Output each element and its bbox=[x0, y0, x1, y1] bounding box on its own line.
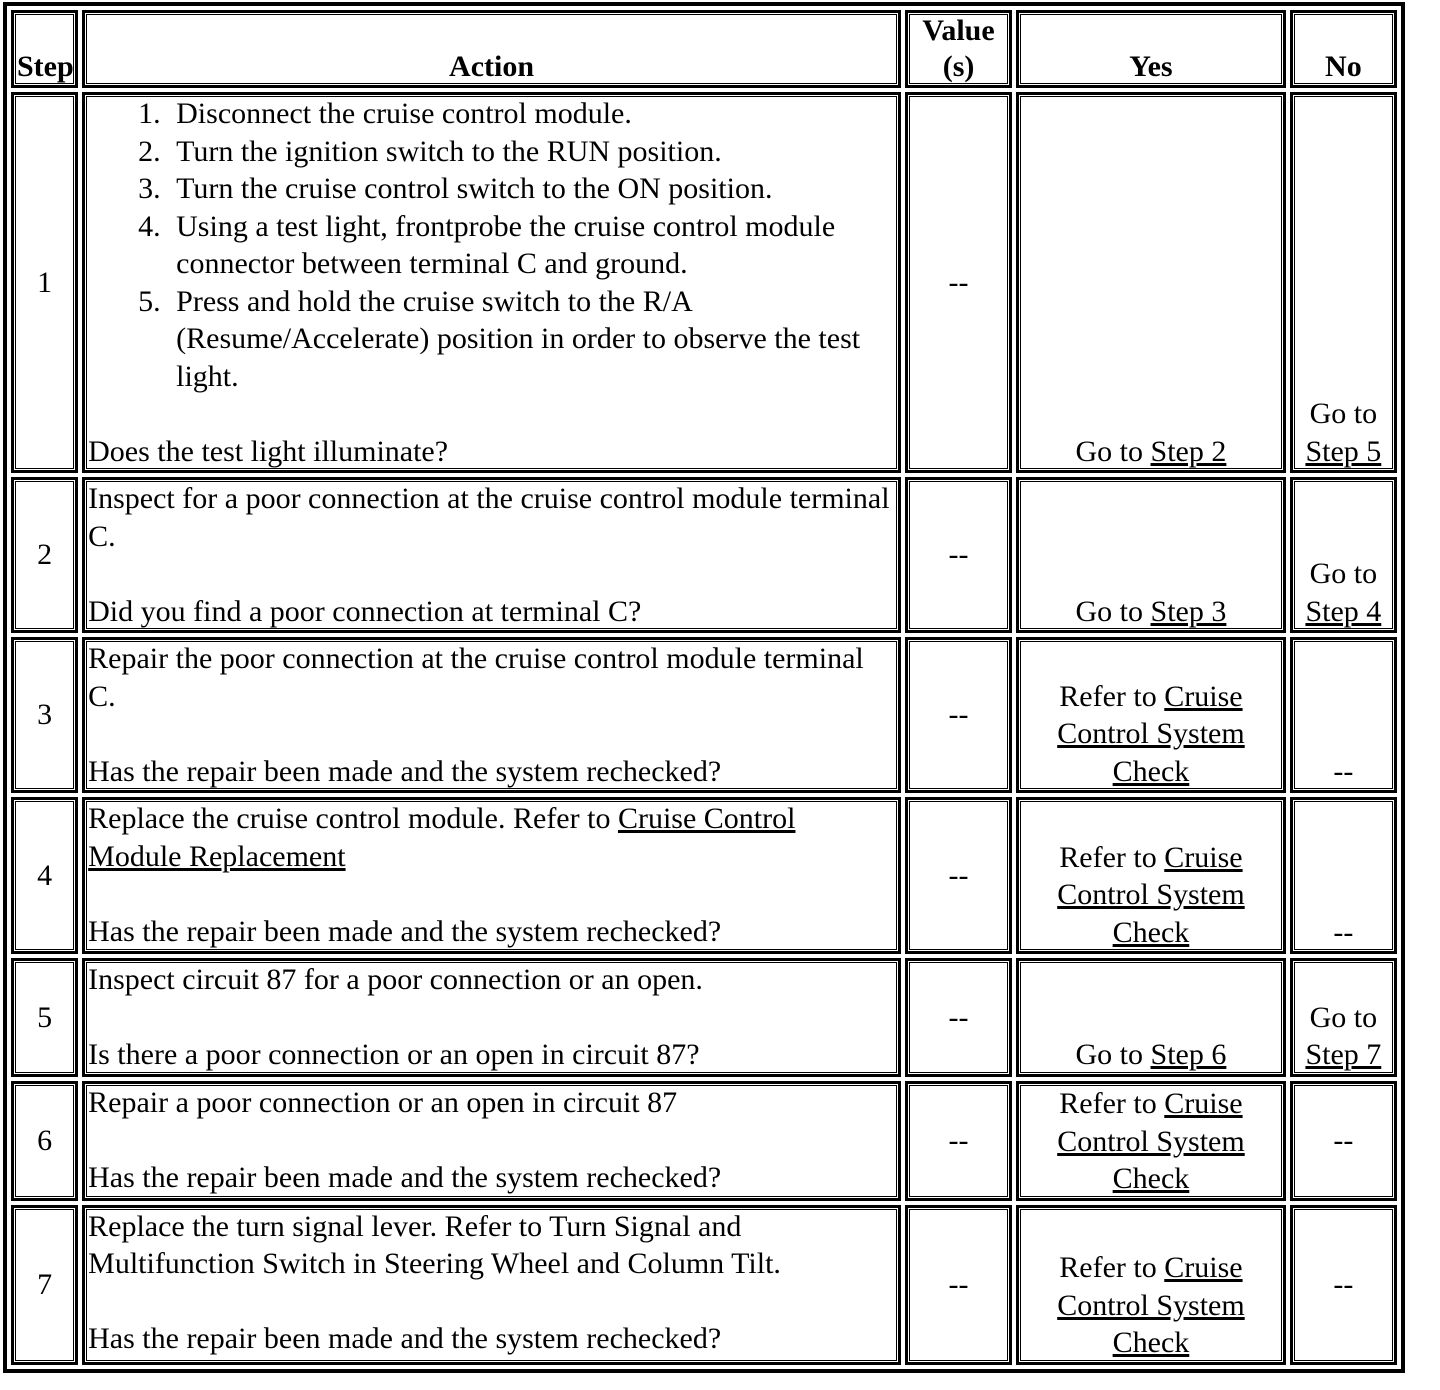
header-value-line1: Value bbox=[922, 14, 995, 47]
action-text: Repair a poor connection or an open in circuit 87 bbox=[88, 1085, 678, 1119]
action-prefix: Replace the cruise control module. Refer to bbox=[88, 802, 618, 835]
table-row bbox=[11, 477, 1397, 633]
yes-link[interactable]: Cruise Control System Check bbox=[1057, 1251, 1245, 1359]
step-number: 7 bbox=[11, 1205, 78, 1365]
no-cell: -- bbox=[1290, 1205, 1397, 1365]
header-row bbox=[11, 10, 1397, 88]
action-question: Has the repair been made and the system rechecked? bbox=[88, 1160, 722, 1194]
yes-cell bbox=[1016, 1205, 1286, 1365]
no-link[interactable]: Step 7 bbox=[1305, 1038, 1382, 1071]
step-number: 2 bbox=[11, 477, 78, 633]
table-row bbox=[11, 1081, 1397, 1201]
list-item: 5. Press and hold the cruise switch to the R/A (Resume/Accelerate) position in order to observe the test light. bbox=[168, 283, 895, 396]
action-text: Replace the turn signal lever. Refer to Turn Signal and Multifunction Switch in Steering Wheel and Column Tilt. bbox=[88, 1209, 781, 1280]
yes-cell bbox=[1016, 477, 1286, 633]
header-no: No bbox=[1290, 10, 1397, 88]
table-row bbox=[11, 797, 1397, 954]
action-cell bbox=[82, 637, 901, 793]
action-question: Does the test light illuminate? bbox=[88, 434, 449, 468]
value-cell: -- bbox=[905, 1081, 1012, 1201]
no-link[interactable]: Step 4 bbox=[1305, 594, 1382, 628]
no-cell bbox=[1290, 477, 1397, 633]
yes-link[interactable]: Cruise Control System Check bbox=[1057, 840, 1245, 949]
no-prefix: Go to bbox=[1309, 557, 1378, 590]
action-cell bbox=[82, 1205, 901, 1365]
yes-prefix: Go to bbox=[1075, 434, 1151, 468]
value-cell: -- bbox=[905, 637, 1012, 793]
action-cell bbox=[82, 1081, 901, 1201]
table-row bbox=[11, 637, 1397, 793]
list-item: 1. Disconnect the cruise control module. bbox=[168, 95, 895, 133]
value-cell: -- bbox=[905, 477, 1012, 633]
step-number: 6 bbox=[11, 1081, 78, 1201]
header-action: Action bbox=[82, 10, 901, 88]
action-question: Has the repair been made and the system rechecked? bbox=[88, 1322, 722, 1355]
action-question: Did you find a poor connection at terminal C? bbox=[88, 594, 642, 628]
no-cell bbox=[1290, 958, 1397, 1077]
action-text: Inspect circuit 87 for a poor connection or an open. bbox=[88, 963, 703, 996]
header-yes: Yes bbox=[1016, 10, 1286, 88]
yes-cell bbox=[1016, 797, 1286, 954]
action-question: Is there a poor connection or an open in circuit 87? bbox=[88, 1038, 700, 1071]
yes-link[interactable]: Step 6 bbox=[1150, 1038, 1227, 1071]
action-text: Inspect for a poor connection at the cruise control module terminal C. bbox=[88, 482, 890, 553]
yes-link[interactable]: Cruise Control System Check bbox=[1057, 679, 1245, 788]
table-row bbox=[11, 958, 1397, 1077]
list-item: 2. Turn the ignition switch to the RUN position. bbox=[168, 133, 895, 171]
action-cell bbox=[82, 797, 901, 954]
yes-prefix: Refer to bbox=[1059, 1087, 1165, 1120]
header-value bbox=[905, 10, 1012, 88]
action-question: Has the repair been made and the system rechecked? bbox=[88, 754, 722, 788]
yes-link[interactable]: Cruise Control System Check bbox=[1057, 1087, 1245, 1195]
value-cell: -- bbox=[905, 958, 1012, 1077]
no-prefix: Go to bbox=[1309, 1000, 1378, 1034]
yes-cell bbox=[1016, 958, 1286, 1077]
value-cell: -- bbox=[905, 797, 1012, 954]
yes-cell bbox=[1016, 637, 1286, 793]
value-cell: -- bbox=[905, 92, 1012, 473]
no-prefix: Go to bbox=[1309, 397, 1378, 430]
header-value-line2: (s) bbox=[942, 50, 975, 83]
action-cell bbox=[82, 958, 901, 1077]
yes-cell bbox=[1016, 92, 1286, 473]
module-replacement-link[interactable]: Cruise Control Module Replacement bbox=[88, 802, 796, 873]
action-text bbox=[88, 800, 895, 875]
yes-prefix: Refer to bbox=[1059, 840, 1165, 874]
no-cell: -- bbox=[1290, 637, 1397, 793]
no-cell bbox=[1290, 92, 1397, 473]
step-number: 4 bbox=[11, 797, 78, 954]
yes-cell bbox=[1016, 1081, 1286, 1201]
step-number: 3 bbox=[11, 637, 78, 793]
step-number: 1 bbox=[11, 92, 78, 473]
action-text: Repair the poor connection at the cruise control module terminal C. bbox=[88, 642, 864, 713]
no-cell: -- bbox=[1290, 797, 1397, 954]
step-number: 5 bbox=[11, 958, 78, 1077]
diagnostic-table-container bbox=[4, 3, 1404, 1372]
diagnostic-table bbox=[4, 3, 1404, 1372]
value-cell: -- bbox=[905, 1205, 1012, 1365]
action-cell bbox=[82, 477, 901, 633]
no-link[interactable]: Step 5 bbox=[1305, 434, 1382, 468]
action-cell bbox=[82, 92, 901, 473]
action-question: Has the repair been made and the system rechecked? bbox=[88, 914, 722, 948]
table-row bbox=[11, 1205, 1397, 1365]
table-row bbox=[11, 92, 1397, 473]
yes-prefix: Go to bbox=[1075, 1038, 1151, 1071]
list-item: 3. Turn the cruise control switch to the ON position. bbox=[168, 170, 895, 208]
yes-link[interactable]: Step 3 bbox=[1150, 594, 1227, 628]
yes-link[interactable]: Step 2 bbox=[1150, 434, 1227, 468]
yes-prefix: Go to bbox=[1075, 594, 1151, 628]
yes-prefix: Refer to bbox=[1059, 679, 1165, 713]
header-step: Step bbox=[11, 10, 78, 88]
action-steps-list bbox=[88, 95, 895, 395]
yes-prefix: Refer to bbox=[1059, 1251, 1165, 1284]
no-cell: -- bbox=[1290, 1081, 1397, 1201]
list-item: 4. Using a test light, frontprobe the cruise control module connector between terminal C and ground. bbox=[168, 208, 895, 283]
